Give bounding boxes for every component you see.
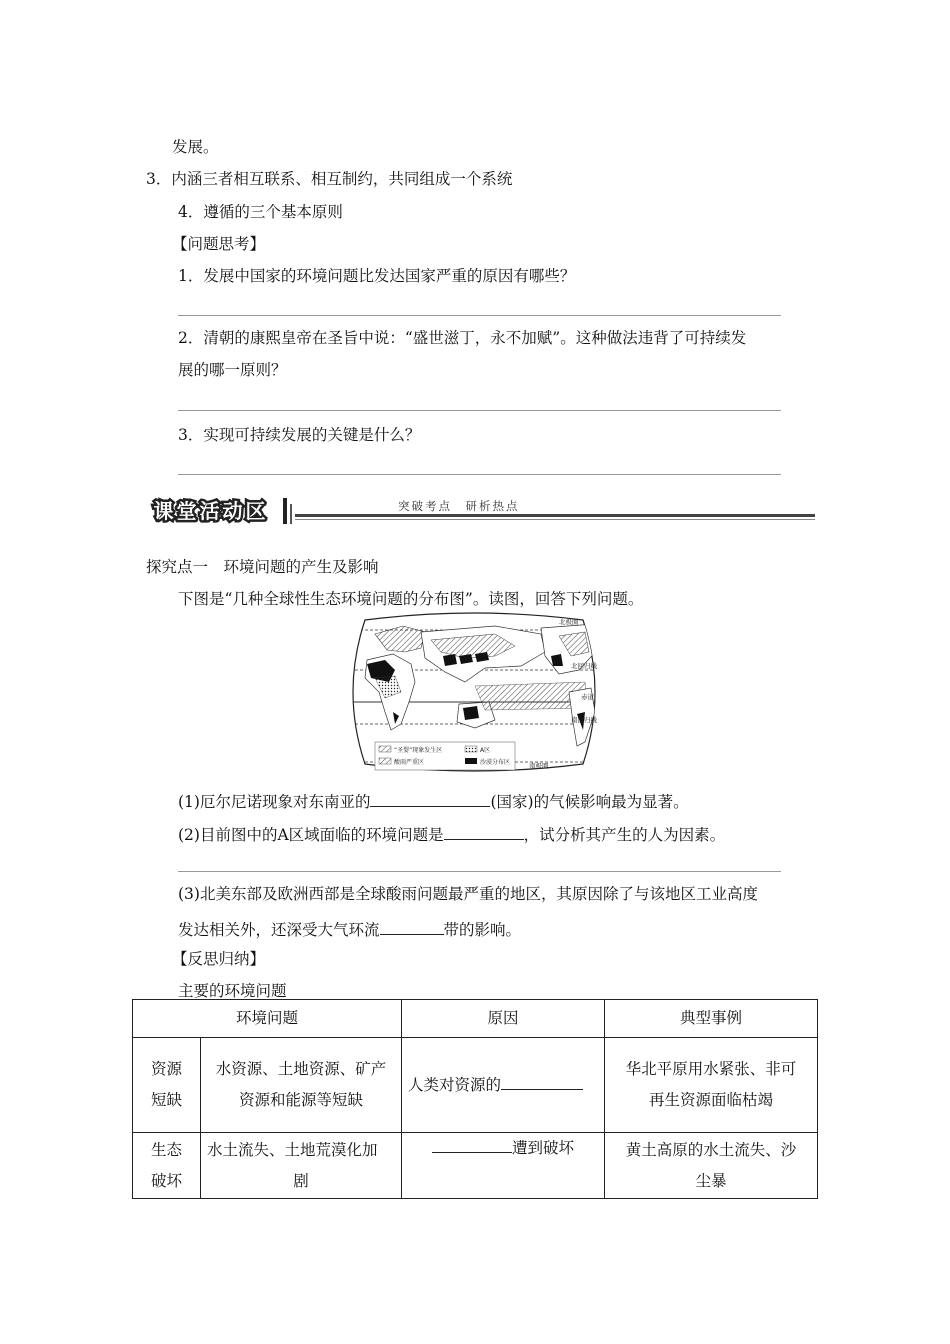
sub-question-2-text: (2)目前图中的A区域面临的环境问题是 bbox=[178, 826, 444, 844]
header-cause: 原因 bbox=[402, 1000, 605, 1038]
row-cause: 遭到破坏 bbox=[402, 1133, 605, 1199]
questions-heading: 【问题思考】 bbox=[172, 235, 266, 253]
legend-acid-rain: 酸雨严重区 bbox=[394, 759, 425, 766]
world-map-figure bbox=[345, 612, 603, 772]
banner-divider-thin bbox=[290, 504, 292, 524]
table-header-row bbox=[133, 1000, 818, 1038]
table-caption: 主要的环境问题 bbox=[178, 982, 287, 1000]
list-item-4: 4．遵循的三个基本原则 bbox=[178, 203, 343, 221]
header-example: 典型事例 bbox=[605, 1000, 818, 1038]
row-category: 生态 破坏 bbox=[133, 1133, 201, 1199]
sub-question-1-tail: (国家)的气候影响最为显著。 bbox=[490, 793, 689, 811]
row-example: 华北平原用水紧张、非可 再生资源面临枯竭 bbox=[605, 1038, 818, 1133]
row-problem: 水资源、土地资源、矿产 资源和能源等短缺 bbox=[201, 1038, 402, 1133]
table-row bbox=[133, 1038, 818, 1133]
sub-question-2 bbox=[178, 825, 725, 844]
label-north-polar: 北极圈 bbox=[559, 618, 579, 626]
explore-intro: 下图是“几种全球性生态环境问题的分布图”。读图，回答下列问题。 bbox=[178, 590, 644, 608]
legend-desert: 沙漠分布区 bbox=[480, 759, 511, 766]
sub-question-3-line-2 bbox=[178, 920, 521, 939]
banner-rule bbox=[295, 514, 815, 517]
question-3: 3．实现可持续发展的关键是什么？ bbox=[178, 426, 421, 444]
fill-blank-cause-1[interactable] bbox=[501, 1075, 583, 1090]
reflection-heading: 【反思归纳】 bbox=[172, 950, 266, 968]
sub-question-1-text: (1)厄尔尼诺现象对东南亚的 bbox=[178, 793, 371, 811]
fill-blank-country[interactable] bbox=[370, 792, 490, 807]
sub-question-1 bbox=[178, 792, 689, 811]
row-problem: 水土流失、土地荒漠化加 剧 bbox=[201, 1133, 402, 1199]
list-item-3: 3．内涵三者相互联系、相互制约，共同组成一个系统 bbox=[146, 170, 513, 188]
row-cause: 人类对资源的 bbox=[402, 1038, 605, 1133]
banner-subtitle: 突破考点 研析热点 bbox=[398, 499, 520, 513]
explore-heading: 探究点一 环境问题的产生及影响 bbox=[146, 558, 379, 576]
question-2-line-1: 2．清朝的康熙皇帝在圣旨中说：“盛世滋丁，永不加赋”。这种做法违背了可持续发 bbox=[178, 329, 747, 347]
answer-line-2[interactable] bbox=[178, 410, 781, 411]
banner-rule-thin bbox=[295, 519, 815, 520]
banner-divider bbox=[283, 498, 287, 524]
table-row bbox=[133, 1133, 818, 1199]
fill-blank-circulation[interactable] bbox=[380, 920, 444, 935]
row-category: 资源 短缺 bbox=[133, 1038, 201, 1133]
label-equator: 赤道 bbox=[581, 693, 594, 701]
sub-question-3-text: 发达相关外，还深受大气环流 bbox=[178, 921, 380, 939]
label-tropic-cancer: 北回归线 bbox=[571, 662, 597, 670]
map-legend bbox=[375, 742, 515, 770]
environment-table bbox=[132, 999, 818, 1199]
question-1: 1．发展中国家的环境问题比发达国家严重的原因有哪些？ bbox=[178, 267, 576, 285]
question-2-line-2: 展的哪一原则？ bbox=[178, 361, 287, 379]
sub-question-3-line-1: (3)北美东部及欧洲西部是全球酸雨问题最严重的地区，其原因除了与该地区工业高度 bbox=[178, 885, 758, 903]
header-problem: 环境问题 bbox=[133, 1000, 402, 1038]
answer-line-1[interactable] bbox=[178, 315, 781, 316]
banner-title: 课堂活动区 bbox=[153, 498, 269, 523]
row-example: 黄土高原的水土流失、沙 尘暴 bbox=[605, 1133, 818, 1199]
fill-blank-cause-2[interactable] bbox=[432, 1138, 512, 1153]
sub-question-2-tail: ，试分析其产生的人为因素。 bbox=[523, 826, 726, 844]
label-tropic-capricorn: 南回归线 bbox=[571, 716, 597, 724]
answer-line-3[interactable] bbox=[178, 474, 781, 475]
answer-line-4[interactable] bbox=[178, 871, 781, 872]
intro-line: 发展。 bbox=[172, 138, 219, 156]
sub-question-3-tail: 带的影响。 bbox=[443, 921, 522, 939]
legend-area-a: A区 bbox=[480, 747, 491, 754]
label-south-polar: 南极圈 bbox=[529, 762, 549, 770]
fill-blank-problem[interactable] bbox=[444, 825, 524, 840]
legend-el-nino: “圣婴”现象发生区 bbox=[394, 747, 443, 754]
section-banner bbox=[143, 494, 815, 528]
